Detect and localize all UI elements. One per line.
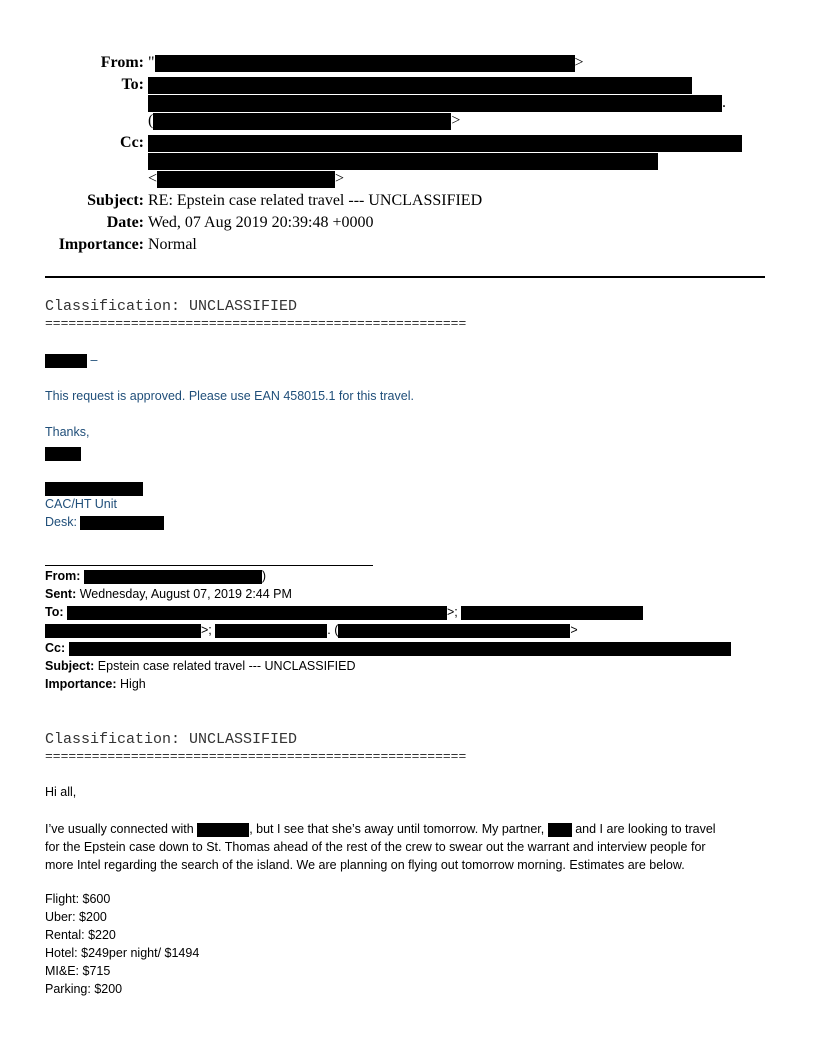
redaction-block	[45, 447, 81, 461]
orig-cc: Cc:	[45, 641, 731, 656]
redaction-block	[45, 624, 201, 638]
date-value: Wed, 07 Aug 2019 20:39:48 +0000	[148, 214, 374, 231]
cc-value-line1	[148, 134, 742, 152]
cc-label: Cc:	[120, 134, 144, 151]
redaction-block	[155, 55, 575, 72]
from-label: From:	[100, 54, 144, 71]
separator-line	[45, 565, 373, 566]
redaction-block	[197, 823, 249, 837]
importance-label: Importance:	[58, 236, 144, 253]
message-line-3: more Intel regarding the search of the island. We are planning on flying out tomorrow morning. Estimates are below.	[45, 858, 685, 872]
redaction-block	[338, 624, 570, 638]
reply-signature-name	[45, 445, 81, 463]
redaction-block	[148, 135, 742, 152]
estimate-item: Rental: $220	[45, 928, 116, 942]
estimate-item: Hotel: $249per night/ $1494	[45, 946, 200, 960]
subject-value: RE: Epstein case related travel --- UNCLASSIFIED	[148, 192, 483, 209]
redaction-block	[215, 624, 327, 638]
classification-label-top: Classification: UNCLASSIFIED	[45, 298, 298, 315]
reply-thanks: Thanks,	[45, 425, 90, 439]
redaction-block	[45, 482, 143, 496]
classification-label-bottom: Classification: UNCLASSIFIED	[45, 731, 298, 748]
estimate-item: Parking: $200	[45, 982, 123, 996]
from-value: " >	[148, 54, 584, 71]
reply-unit: CAC/HT Unit	[45, 497, 118, 511]
estimate-item: MI&E: $715	[45, 964, 111, 978]
message-line-2: for the Epstein case down to St. Thomas ahead of the rest of the crew to swear out the warrant and interview people for	[45, 840, 706, 854]
estimates-list	[45, 892, 199, 1000]
redaction-block	[148, 77, 692, 94]
orig-to-line1: To: >;	[45, 605, 643, 620]
header-divider	[45, 276, 765, 278]
classification-rule-bottom: ======================================================	[45, 749, 467, 764]
reply-desk: Desk:	[45, 515, 164, 530]
cc-value-line2	[148, 152, 658, 170]
redaction-block	[84, 570, 262, 584]
orig-sent: Sent: Wednesday, August 07, 2019 2:44 PM	[45, 587, 292, 601]
to-value-line3: ( >	[148, 112, 461, 129]
redaction-block	[69, 642, 731, 656]
redaction-block	[148, 153, 658, 170]
redaction-block	[80, 516, 164, 530]
redaction-block	[461, 606, 643, 620]
orig-from: From: )	[45, 569, 267, 583]
to-value-line2: .	[148, 94, 726, 112]
reply-signature-title	[45, 480, 143, 498]
redaction-block	[45, 354, 87, 368]
orig-subject: Subject: Epstein case related travel --- UNCLASSIFIED	[45, 659, 356, 673]
to-value-line1	[148, 76, 692, 94]
orig-importance: Importance: High	[45, 677, 146, 691]
message-paragraph	[45, 820, 775, 874]
cc-value-line3: < >	[148, 170, 345, 187]
classification-rule-top: ======================================================	[45, 316, 467, 331]
date-label: Date:	[106, 214, 144, 231]
message-greeting: Hi all,	[45, 785, 77, 799]
subject-label: Subject:	[87, 192, 144, 209]
estimate-item: Flight: $600	[45, 892, 111, 906]
reply-greeting: –	[45, 353, 97, 368]
reply-body: This request is approved. Please use EAN 458015.1 for this travel.	[45, 389, 414, 403]
message-line-1: I’ve usually connected with , but I see that she’s away until tomorrow. My partner, and I are looking to travel	[45, 822, 716, 836]
redaction-block	[67, 606, 447, 620]
redaction-block	[157, 171, 335, 188]
orig-to-line2: >; . ( >	[45, 623, 578, 638]
redaction-block	[148, 95, 722, 112]
importance-value: Normal	[148, 236, 197, 253]
redaction-block	[548, 823, 572, 837]
redaction-block	[153, 113, 451, 130]
to-label: To:	[121, 76, 144, 93]
estimate-item: Uber: $200	[45, 910, 107, 924]
